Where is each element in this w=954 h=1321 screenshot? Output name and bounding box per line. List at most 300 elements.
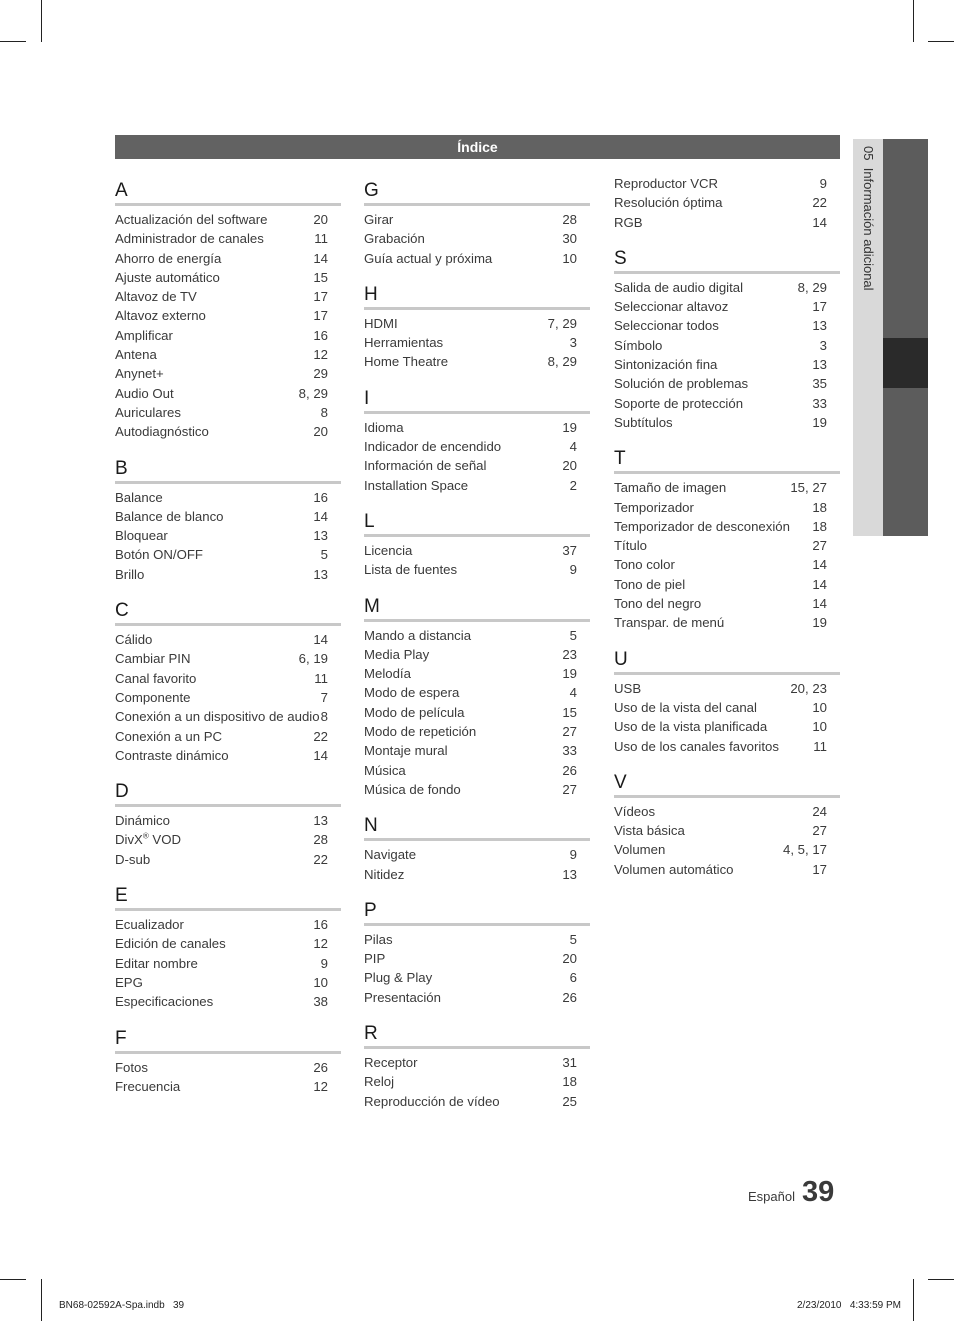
entry-term-text: Nitidez — [364, 866, 405, 882]
entry-term-text: Fotos — [115, 1059, 148, 1075]
entry-term-text: Plug & Play — [364, 970, 433, 986]
entry-term — [364, 1072, 394, 1091]
entry-term — [115, 210, 267, 229]
crop-mark — [0, 1279, 26, 1280]
entry-term-text: Autodiagnóstico — [115, 424, 209, 440]
index-entry — [614, 860, 840, 879]
entry-pages: 17 — [812, 861, 827, 877]
entry-pages: 22 — [313, 728, 328, 744]
entry-term — [614, 802, 655, 821]
entry-pages: 26 — [313, 1059, 328, 1075]
index-entry — [115, 249, 341, 268]
entry-pages: 10 — [313, 974, 328, 990]
entry-term — [364, 476, 468, 495]
entry-term — [115, 422, 209, 441]
section-letter: R — [364, 1023, 378, 1045]
entry-term-text: Reloj — [364, 1074, 395, 1090]
entry-pages: 24 — [812, 803, 827, 819]
entry-term — [364, 1053, 418, 1072]
entry-term — [364, 333, 443, 352]
entry-term — [614, 517, 790, 536]
index-section — [115, 883, 341, 1011]
entry-term — [115, 746, 229, 765]
entry-pages: 27 — [562, 724, 577, 740]
entry-term — [614, 478, 726, 497]
entry-term-text: Edición de canales — [115, 936, 226, 952]
index-entry — [115, 507, 341, 526]
crop-mark — [928, 1279, 954, 1280]
index-entry — [364, 1053, 590, 1072]
footer-language: Español — [748, 1189, 795, 1204]
index-section — [614, 246, 840, 432]
entry-term — [614, 840, 665, 859]
entry-term-text: Solución de problemas — [614, 376, 749, 392]
section-letter: C — [115, 600, 129, 622]
entry-term-text: EPG — [115, 974, 143, 990]
entry-term-text: Tono de piel — [614, 576, 686, 592]
index-entry — [364, 456, 590, 475]
index-entry — [364, 352, 590, 371]
section-divider — [115, 203, 341, 206]
entry-pages: 16 — [313, 327, 328, 343]
index-entry — [364, 249, 590, 268]
index-section — [614, 647, 840, 756]
index-entry — [614, 498, 840, 517]
index-entry — [115, 229, 341, 248]
index-entry — [614, 394, 840, 413]
section-divider — [364, 838, 590, 841]
entry-term — [614, 679, 641, 698]
index-entry — [364, 1072, 590, 1091]
index-entry — [364, 418, 590, 437]
chapter-tab-label — [861, 146, 876, 291]
index-column-3 — [614, 174, 840, 893]
entry-term-text: Especificaciones — [115, 994, 214, 1010]
entry-term-text: Grabación — [364, 231, 425, 247]
entry-term — [364, 229, 425, 248]
entry-term-text: Ajuste automático — [115, 269, 220, 285]
entry-pages: 13 — [812, 318, 827, 334]
entry-pages: 8 — [320, 404, 328, 420]
entry-term — [364, 418, 404, 437]
index-section — [115, 779, 341, 869]
entry-pages: 4 — [569, 439, 577, 455]
entry-term — [364, 437, 501, 456]
registered-mark: ® — [142, 832, 149, 842]
index-section — [364, 509, 590, 580]
index-column-2 — [364, 178, 590, 1125]
entry-term — [115, 688, 191, 707]
index-entry — [115, 545, 341, 564]
index-section — [364, 813, 590, 884]
entry-term — [364, 761, 406, 780]
entry-term-text: Amplificar — [115, 327, 173, 343]
entry-term-text: Indicador de encendido — [364, 439, 502, 455]
index-entry — [614, 297, 840, 316]
entry-term-text: Sintonización fina — [614, 357, 718, 373]
index-entry — [115, 850, 341, 869]
entry-term-text: Pilas — [364, 931, 393, 947]
index-entry — [614, 555, 840, 574]
page-number: 39 — [802, 1176, 835, 1208]
entry-pages: 4, 5, 17 — [783, 842, 827, 858]
index-entry — [614, 316, 840, 335]
entry-term — [614, 297, 728, 316]
section-divider — [364, 619, 590, 622]
index-entry — [614, 821, 840, 840]
entry-pages: 31 — [562, 1055, 577, 1071]
entry-pages: 17 — [313, 308, 328, 324]
entry-term-text: DivX — [115, 832, 143, 848]
index-section — [364, 178, 590, 268]
section-divider — [614, 471, 840, 474]
entry-term-text: Música de fondo — [364, 781, 461, 797]
index-entry — [364, 865, 590, 884]
entry-term — [614, 213, 643, 232]
entry-term — [364, 968, 432, 987]
entry-term-text: Reproducción de vídeo — [364, 1093, 500, 1109]
index-section — [364, 1021, 590, 1111]
entry-term — [614, 413, 673, 432]
section-divider — [364, 923, 590, 926]
entry-pages: 15 — [562, 704, 577, 720]
entry-term-text: Girar — [364, 212, 394, 227]
entry-term-text: Vista básica — [614, 823, 685, 839]
page-title: Índice — [115, 135, 840, 159]
index-entry — [364, 722, 590, 741]
entry-term-text: Modo de película — [364, 704, 465, 720]
index-entry — [115, 746, 341, 765]
index-entry — [115, 345, 341, 364]
entry-pages: 14 — [313, 747, 328, 763]
section-divider — [614, 271, 840, 274]
entry-pages: 8, 29 — [797, 279, 827, 295]
entry-term — [614, 498, 694, 517]
section-letter: S — [614, 247, 627, 269]
entry-pages: 22 — [812, 195, 827, 211]
entry-term — [115, 306, 206, 325]
index-entry — [614, 737, 840, 756]
index-entry — [115, 992, 341, 1011]
entry-term-text: PIP — [364, 951, 386, 967]
index-entry — [364, 314, 590, 333]
entry-term — [614, 555, 675, 574]
index-entry — [364, 1092, 590, 1111]
section-divider — [364, 307, 590, 310]
entry-term-text: Herramientas — [364, 335, 444, 351]
entry-term — [115, 364, 164, 383]
index-entry — [364, 437, 590, 456]
entry-pages: 27 — [812, 823, 827, 839]
section-letter: N — [364, 815, 378, 837]
section-letter: P — [364, 899, 377, 921]
index-entry — [115, 669, 341, 688]
section-letter: B — [115, 457, 128, 479]
entry-term-text: Balance de blanco — [115, 508, 224, 524]
entry-term-text: Brillo — [115, 566, 145, 582]
entry-term-text: Seleccionar altavoz — [614, 299, 729, 315]
entry-term-text: Frecuencia — [115, 1078, 181, 1094]
section-divider — [364, 203, 590, 206]
index-entry — [614, 698, 840, 717]
entry-term — [614, 594, 701, 613]
section-letter: V — [614, 771, 627, 793]
entry-term — [115, 954, 198, 973]
index-entry — [115, 488, 341, 507]
index-section — [115, 178, 341, 442]
index-entry — [115, 934, 341, 953]
entry-term-text: Ahorro de energía — [115, 250, 222, 266]
entry-term — [614, 374, 748, 393]
entry-term-text: Uso de la vista del canal — [614, 699, 757, 715]
index-section — [115, 1026, 341, 1097]
entry-term — [115, 850, 150, 869]
crop-mark — [41, 0, 42, 42]
index-section — [364, 282, 590, 372]
entry-pages: 10 — [562, 250, 577, 266]
entry-pages: 16 — [313, 489, 328, 505]
index-entry — [614, 517, 840, 536]
entry-term — [364, 930, 393, 949]
entry-term-text: Receptor — [364, 1055, 418, 1071]
index-entry — [364, 664, 590, 683]
entry-pages: 18 — [812, 518, 827, 534]
index-entry — [364, 683, 590, 702]
entry-term-text: Tono del negro — [614, 596, 702, 612]
index-entry — [364, 626, 590, 645]
index-entry — [614, 613, 840, 632]
index-entry — [614, 575, 840, 594]
entry-term-text: Cambiar PIN — [115, 651, 191, 667]
entry-pages: 20 — [562, 458, 577, 474]
entry-pages: 33 — [812, 395, 827, 411]
index-column-1 — [115, 178, 341, 1110]
section-letter: T — [614, 448, 626, 470]
entry-term — [115, 526, 168, 545]
entry-pages: 14 — [313, 508, 328, 524]
entry-pages: 35 — [812, 376, 827, 392]
entry-term-text: D-sub — [115, 851, 151, 867]
index-entry — [364, 541, 590, 560]
entry-pages: 15, 27 — [790, 480, 827, 496]
entry-term-text: Altavoz externo — [115, 308, 206, 324]
entry-term-text: Temporizador de desconexión — [614, 518, 790, 534]
entry-pages: 9 — [569, 562, 577, 578]
index-entry — [364, 560, 590, 579]
entry-pages: 38 — [313, 994, 328, 1010]
crop-mark — [913, 0, 914, 42]
index-section — [614, 446, 840, 632]
index-entry — [364, 845, 590, 864]
entry-term-text: Canal favorito — [115, 670, 197, 686]
section-divider — [115, 481, 341, 484]
entry-pages: 20 — [562, 951, 577, 967]
index-entry — [115, 954, 341, 973]
entry-term-text: Editar nombre — [115, 955, 198, 971]
index-entry — [115, 649, 341, 668]
entry-term-text: Presentación — [364, 989, 441, 1005]
entry-pages: 20 — [313, 212, 328, 227]
entry-term — [614, 536, 647, 555]
index-entry — [364, 780, 590, 799]
section-divider — [115, 623, 341, 626]
entry-pages: 7, 29 — [547, 315, 577, 331]
entry-pages: 17 — [313, 289, 328, 305]
entry-term — [614, 860, 734, 879]
entry-term — [364, 949, 385, 968]
entry-term-text: Bloquear — [115, 528, 168, 544]
entry-pages: 6, 19 — [298, 651, 328, 667]
entry-term — [364, 664, 411, 683]
entry-pages: 20 — [313, 424, 328, 440]
entry-term-text: Guía actual y próxima — [364, 250, 493, 266]
entry-pages: 14 — [313, 250, 328, 266]
index-section — [115, 598, 341, 765]
chapter-name: Información adicional — [861, 167, 876, 291]
entry-term — [364, 988, 441, 1007]
entry-term-text: Seleccionar todos — [614, 318, 719, 334]
entry-term-text: Música — [364, 762, 406, 778]
index-entry — [364, 333, 590, 352]
entry-pages: 6 — [569, 970, 577, 986]
entry-term — [364, 645, 429, 664]
entry-pages: 14 — [812, 576, 827, 592]
index-entry — [614, 413, 840, 432]
entry-term — [614, 336, 662, 355]
section-letter: F — [115, 1027, 127, 1049]
entry-term — [364, 683, 459, 702]
entry-term — [614, 737, 779, 756]
entry-term — [115, 915, 184, 934]
section-letter: H — [364, 283, 378, 305]
entry-term-text: Contraste dinámico — [115, 747, 229, 763]
chapter-tab-marker — [883, 338, 928, 388]
index-entry — [115, 1058, 341, 1077]
entry-pages: 3 — [569, 335, 577, 351]
entry-pages: 13 — [562, 866, 577, 882]
entry-term — [614, 193, 723, 212]
index-entry — [364, 949, 590, 968]
entry-term — [364, 456, 486, 475]
entry-pages: 16 — [313, 917, 328, 933]
entry-term-text: Home Theatre — [364, 354, 449, 370]
print-timestamp: 2/23/2010 4:33:59 PM — [797, 1300, 901, 1311]
chapter-number: 05 — [861, 146, 876, 161]
entry-pages: 14 — [313, 632, 328, 648]
index-entry — [115, 811, 341, 830]
index-section — [364, 594, 590, 800]
entry-pages: 20, 23 — [790, 680, 827, 696]
entry-term — [115, 268, 220, 287]
entry-term — [115, 630, 152, 649]
entry-term — [115, 507, 224, 526]
entry-term-text: Actualización del software — [115, 212, 268, 227]
entry-pages: 10 — [812, 719, 827, 735]
entry-term-text: Información de señal — [364, 458, 487, 474]
entry-term-text: Dinámico — [115, 813, 170, 829]
section-letter: E — [115, 885, 128, 907]
entry-pages: 5 — [320, 547, 328, 563]
entry-term — [364, 1092, 500, 1111]
entry-pages: 13 — [812, 357, 827, 373]
index-entry — [115, 526, 341, 545]
entry-term — [614, 613, 724, 632]
entry-term — [364, 865, 404, 884]
index-section — [614, 174, 840, 232]
entry-pages: 23 — [562, 646, 577, 662]
entry-pages: 13 — [313, 528, 328, 544]
index-entry — [364, 930, 590, 949]
entry-pages: 12 — [313, 1078, 328, 1094]
entry-term-text: Idioma — [364, 419, 404, 435]
index-entry — [115, 727, 341, 746]
index-entry — [614, 594, 840, 613]
entry-pages: 11 — [314, 231, 328, 247]
entry-term — [115, 545, 203, 564]
entry-pages: 11 — [314, 670, 328, 686]
entry-term-text: Conexión a un dispositivo de audio — [115, 709, 320, 725]
index-entry — [614, 355, 840, 374]
entry-term — [115, 707, 320, 726]
index-entry — [115, 268, 341, 287]
entry-pages: 5 — [569, 627, 577, 643]
entry-term-text: Tono color — [614, 557, 675, 573]
entry-term — [614, 355, 717, 374]
entry-term-text: Installation Space — [364, 477, 469, 493]
entry-term-text: Audio Out — [115, 385, 174, 401]
entry-term-text: Modo de repetición — [364, 724, 477, 740]
entry-term-text: Tamaño de imagen — [614, 480, 727, 496]
entry-pages: 14 — [812, 557, 827, 573]
entry-pages: 19 — [812, 615, 827, 631]
entry-term — [115, 992, 213, 1011]
index-entry — [614, 717, 840, 736]
entry-term-text: Altavoz de TV — [115, 289, 197, 305]
entry-pages: 18 — [812, 499, 827, 515]
index-entry — [115, 707, 341, 726]
entry-pages: 9 — [320, 955, 328, 971]
entry-term — [364, 845, 416, 864]
index-entry — [115, 830, 341, 849]
index-entry — [115, 306, 341, 325]
entry-pages: 22 — [313, 851, 328, 867]
entry-term-text: Vídeos — [614, 803, 656, 819]
entry-term-text: Transpar. de menú — [614, 615, 725, 631]
entry-term-text: Mando a distancia — [364, 627, 472, 643]
entry-term-text: Volumen automático — [614, 861, 734, 877]
entry-pages: 29 — [313, 366, 328, 382]
index-entry — [115, 422, 341, 441]
entry-term-text: Subtítulos — [614, 414, 673, 430]
entry-pages: 9 — [569, 847, 577, 863]
entry-pages: 26 — [562, 762, 577, 778]
entry-term-text: Antena — [115, 347, 157, 363]
section-letter: D — [115, 781, 129, 803]
entry-term — [614, 575, 685, 594]
entry-term-text: Conexión a un PC — [115, 728, 223, 744]
entry-term — [614, 174, 718, 193]
entry-term — [115, 326, 173, 345]
index-entry — [614, 802, 840, 821]
index-entry — [115, 973, 341, 992]
entry-pages: 14 — [812, 214, 827, 230]
entry-pages: 17 — [812, 299, 827, 315]
entry-term — [115, 565, 144, 584]
entry-term — [115, 1077, 180, 1096]
index-entry — [115, 364, 341, 383]
entry-term-text: Título — [614, 538, 647, 554]
entry-pages: 3 — [819, 337, 827, 353]
